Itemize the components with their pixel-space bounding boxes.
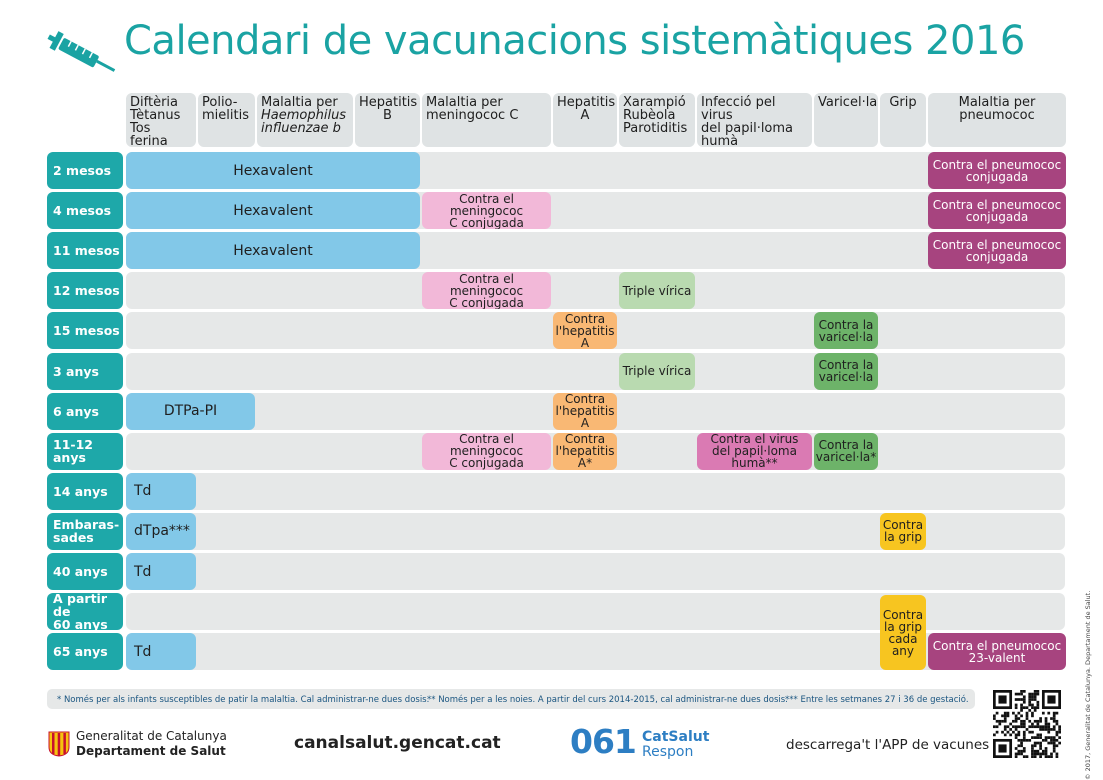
vaccine-hep-a-star (553, 433, 617, 470)
vaccine-td (126, 633, 196, 670)
vaccine-hep-a-line: Contra (564, 312, 606, 326)
age-label (47, 473, 123, 510)
vaccine-grip-any-line: cada (888, 631, 918, 646)
vaccine-pneumo-conj (928, 192, 1066, 229)
vaccine-varicela-text (819, 319, 874, 343)
column-header-line: influenzae b (261, 121, 341, 136)
column-header (619, 93, 695, 147)
column-header (928, 93, 1066, 147)
age-label-text (53, 565, 108, 578)
vaccine-vph-line: humà** (731, 456, 778, 470)
vaccine-grip (880, 513, 926, 550)
age-label-line: 65 anys (53, 644, 108, 660)
title-area (44, 14, 1084, 84)
vaccine-men-c-line: C conjugada (449, 215, 524, 230)
column-header-line: Hepatitis (359, 95, 418, 110)
vaccine-triple-virica-text (623, 365, 692, 377)
age-label (47, 433, 123, 470)
age-label (47, 633, 123, 670)
column-header (126, 93, 196, 147)
vaccine-pneumo-conj-line: conjugada (965, 249, 1029, 264)
age-label-line: 2 mesos (53, 163, 112, 178)
vaccine-men-c-text (424, 433, 549, 469)
vaccine-triple-virica (619, 272, 695, 309)
vaccine-grip-any-text (883, 609, 923, 657)
catsalut-brand: CatSalut (642, 729, 710, 745)
vaccine-hexavalent-line: Hexavalent (233, 242, 313, 259)
vaccine-pneumo-conj-line: conjugada (965, 209, 1029, 224)
vaccine-grip-line: Contra (882, 518, 924, 533)
age-label-text (53, 405, 99, 418)
row-background (126, 272, 1065, 309)
vaccine-triple-virica (619, 353, 695, 390)
column-header (697, 93, 812, 147)
department-name: Departament de Salut (76, 744, 226, 758)
age-label-text (53, 284, 120, 297)
vaccine-hexavalent (126, 192, 420, 229)
vaccine-men-c (422, 272, 551, 309)
column-header-line: humà (701, 134, 739, 147)
syringe-icon (44, 30, 120, 80)
vaccine-men-c (422, 433, 551, 470)
page-title: Calendari de vacunacions sistemàtiques 2016 (124, 18, 1025, 64)
vaccine-td-text (134, 563, 152, 580)
age-label-text (53, 365, 99, 378)
column-header-line: B (383, 108, 392, 123)
vaccine-grip-line: la grip (883, 530, 922, 545)
column-header-line: meningococ C (426, 108, 519, 123)
column-header-line: del papil·loma (701, 121, 794, 136)
vaccine-td-line: Td (134, 563, 152, 580)
vaccine-td (126, 473, 196, 510)
vaccine-dtpa (126, 513, 196, 550)
age-label (47, 192, 123, 229)
vaccine-varicela (814, 312, 878, 349)
age-label (47, 393, 123, 430)
vaccine-dtpa-pi-text (163, 403, 218, 420)
vaccine-men-c-line: Contra el meningococ (449, 192, 524, 218)
age-label-line: 12 mesos (53, 283, 120, 299)
age-label-text (53, 438, 123, 464)
column-header-line: Malaltia per (958, 95, 1036, 110)
vaccine-pneumo-conj-text (933, 159, 1061, 183)
vaccine-pneumo-conj-text (933, 239, 1061, 263)
app-download-text: descarrega't l'APP de vacunes (786, 737, 990, 753)
column-header (257, 93, 353, 147)
vaccine-hep-a-text (556, 393, 615, 429)
vaccine-pneumo-23-text (933, 640, 1061, 664)
vaccine-hep-a-line: l'hepatitis (555, 404, 615, 419)
vaccine-varicela (814, 353, 878, 390)
vaccine-pneumo-23-line: 23-valent (968, 650, 1026, 665)
vaccine-grip-any-line: Contra (882, 607, 924, 622)
column-header-line: Grip (889, 95, 917, 110)
column-header-line: Xarampió (623, 95, 686, 110)
footnote-3: *** Entre les setmanes 27 i 36 de gestació. (785, 695, 969, 705)
vaccine-hep-a (553, 393, 617, 430)
vaccine-varicela-star-line: varicel·la* (815, 450, 877, 465)
vaccine-varicela-text (819, 359, 874, 383)
vaccine-hep-a-text (556, 313, 615, 349)
vaccine-hep-a (553, 312, 617, 349)
age-label-line: 6 anys (53, 403, 99, 419)
age-label-line: 60 anys (53, 617, 108, 633)
vaccine-pneumo-conj-line: conjugada (965, 169, 1029, 184)
vaccine-hexavalent (126, 232, 420, 269)
vaccine-varicela-star (814, 433, 878, 470)
vaccine-pneumo-23 (928, 633, 1066, 670)
phone-061: 061 (570, 722, 636, 761)
vaccine-varicela-star-text (816, 439, 877, 463)
age-label (47, 152, 123, 189)
vaccine-hexavalent-line: Hexavalent (233, 162, 313, 179)
footnotes-bar (47, 689, 975, 709)
vaccine-pneumo-conj-line: Contra el pneumococ (932, 237, 1062, 252)
vaccine-triple-virica-text (623, 285, 692, 297)
vaccine-triple-virica-line: Triple vírica (622, 283, 692, 298)
generalitat-name: Generalitat de Catalunya (76, 729, 227, 743)
respon-label: Respon (642, 744, 694, 760)
vaccine-grip-text (883, 519, 923, 543)
qr-code-icon[interactable] (993, 690, 1061, 758)
age-label-line: 4 mesos (53, 203, 112, 219)
age-label-text (53, 244, 120, 257)
column-header-line: Tètanus (130, 108, 181, 123)
age-label (47, 553, 123, 590)
vaccine-hexavalent-text (233, 242, 313, 259)
age-label-text (53, 485, 108, 498)
age-label (47, 312, 123, 349)
age-label-text (53, 324, 120, 337)
vaccine-hep-a-star-line: l'hepatitis (555, 444, 615, 459)
footnote-1: * Només per als infants susceptibles de patir la malaltia. Cal administrar-ne dues dosis. (57, 695, 430, 705)
vaccine-dtpa-text (134, 523, 190, 540)
vaccine-hep-a-star-line: A* (577, 456, 593, 470)
column-header-line: Malaltia per (261, 95, 338, 110)
column-header (422, 93, 551, 147)
vaccine-td-text (134, 483, 152, 500)
vaccine-td (126, 553, 196, 590)
column-header-line: Polio- (202, 95, 238, 110)
column-header-line: pneumococ (959, 108, 1035, 123)
vaccine-pneumo-conj (928, 232, 1066, 269)
age-label-text (53, 204, 111, 217)
vaccine-pneumo-conj-line: Contra el pneumococ (932, 157, 1062, 172)
vaccine-td-line: Td (134, 643, 152, 660)
age-label-line: sades (53, 530, 94, 546)
vaccine-varicela-line: varicel·la (818, 370, 874, 384)
vaccine-hep-a-star-line: Contra (564, 432, 606, 447)
column-header (355, 93, 420, 147)
vaccine-grip-any-line: la grip (883, 619, 922, 634)
vaccine-triple-virica-line: Triple vírica (622, 364, 692, 378)
column-header (880, 93, 926, 147)
vaccine-vph-text (711, 433, 799, 469)
column-header (814, 93, 878, 147)
footnote-2: ** Només per a les noies. A partir del curs 2014-2015, cal administrar-ne dues dosis. (427, 695, 788, 705)
vaccine-hep-a-star-text (556, 433, 615, 469)
column-header-line: Varicel·la (818, 95, 878, 110)
column-header-line: Hepatitis (557, 95, 616, 110)
row-background (126, 473, 1065, 510)
column-header-line: Infecció pel virus (701, 95, 776, 123)
vaccine-men-c (422, 192, 551, 229)
column-header-line: Malaltia per (426, 95, 503, 110)
column-header-line: Parotiditis (623, 121, 688, 136)
website-link[interactable]: canalsalut.gencat.cat (294, 733, 501, 753)
generalitat-logo (48, 729, 248, 761)
column-header-line: Diftèria (130, 95, 178, 110)
column-header-line: A (580, 108, 590, 123)
vaccine-varicela-star-line: Contra la (818, 438, 874, 453)
vaccine-hexavalent-text (233, 202, 313, 219)
age-label-line: 15 mesos (53, 323, 120, 339)
column-header-line: Rubèola (623, 108, 676, 123)
age-label (47, 353, 123, 390)
generalitat-logo-icon (48, 731, 70, 757)
age-label-text (53, 518, 119, 544)
vaccine-varicela-line: varicel·la (818, 329, 874, 344)
vaccine-vph-line: del papil·loma (712, 444, 797, 459)
age-label (47, 232, 123, 269)
row-background (126, 353, 1065, 390)
copyright-text: © 2017, Generalitat de Catalunya. Departament de Salut. (1084, 590, 1092, 780)
vaccine-hep-a-line: A (580, 416, 590, 430)
vaccine-pneumo-conj-text (933, 199, 1061, 223)
vaccine-dtpa-line: dTpa*** (134, 523, 190, 540)
age-label-line: 11 mesos (53, 243, 120, 259)
age-label (47, 513, 123, 550)
column-header (198, 93, 255, 147)
vaccine-td-line: Td (134, 483, 152, 500)
vaccine-td-text (134, 643, 152, 660)
age-label-line: 40 anys (53, 564, 108, 579)
vaccine-dtpa-pi (126, 393, 255, 430)
vaccine-dtpa-pi-line: DTPa-PI (163, 403, 218, 420)
vaccine-men-c-line: Contra el meningococ (449, 272, 524, 298)
vaccine-hep-a-line: Contra (564, 392, 606, 407)
column-header-line: Tos ferina (130, 121, 168, 147)
vaccine-pneumo-conj-line: Contra el pneumococ (932, 197, 1062, 212)
age-label-text (53, 164, 111, 177)
vaccine-men-c-text (424, 273, 549, 309)
age-label-text (53, 592, 123, 631)
age-label-line: 3 anys (53, 363, 99, 379)
age-label-line: 11-12 anys (53, 437, 93, 466)
vaccine-pneumo-23-line: Contra el pneumococ (932, 638, 1062, 653)
vaccine-hep-a-line: A (580, 335, 590, 350)
age-label-line: 14 anys (53, 483, 108, 499)
vaccine-grip-any (880, 595, 926, 670)
vaccine-men-c-line: C conjugada (449, 295, 524, 310)
age-label (47, 272, 123, 309)
column-header-line: Haemophilus (261, 108, 347, 123)
vaccine-men-c-text (424, 193, 549, 229)
vaccine-vph (697, 433, 812, 470)
vaccine-hep-a-line: l'hepatitis (555, 323, 615, 338)
age-label-line: A partir de (53, 591, 107, 620)
vaccine-hexavalent (126, 152, 420, 189)
column-header (553, 93, 617, 147)
vaccine-pneumo-conj (928, 152, 1066, 189)
vaccine-varicela-line: Contra la (818, 317, 874, 332)
vaccine-varicela-line: Contra la (818, 358, 874, 372)
column-header-line: mielitis (202, 108, 249, 123)
vaccine-men-c-line: Contra el meningococ (449, 432, 524, 459)
age-label (47, 591, 123, 633)
vaccine-men-c-line: C conjugada (449, 456, 524, 470)
age-label-line: Embaras- (53, 517, 120, 533)
row-background (126, 553, 1065, 590)
age-label-text (53, 645, 108, 658)
vaccine-grip-any-line: any (891, 643, 915, 658)
vaccine-vph-line: Contra el virus (710, 432, 799, 447)
vaccine-hexavalent-text (233, 162, 313, 179)
vaccine-hexavalent-line: Hexavalent (233, 202, 313, 219)
